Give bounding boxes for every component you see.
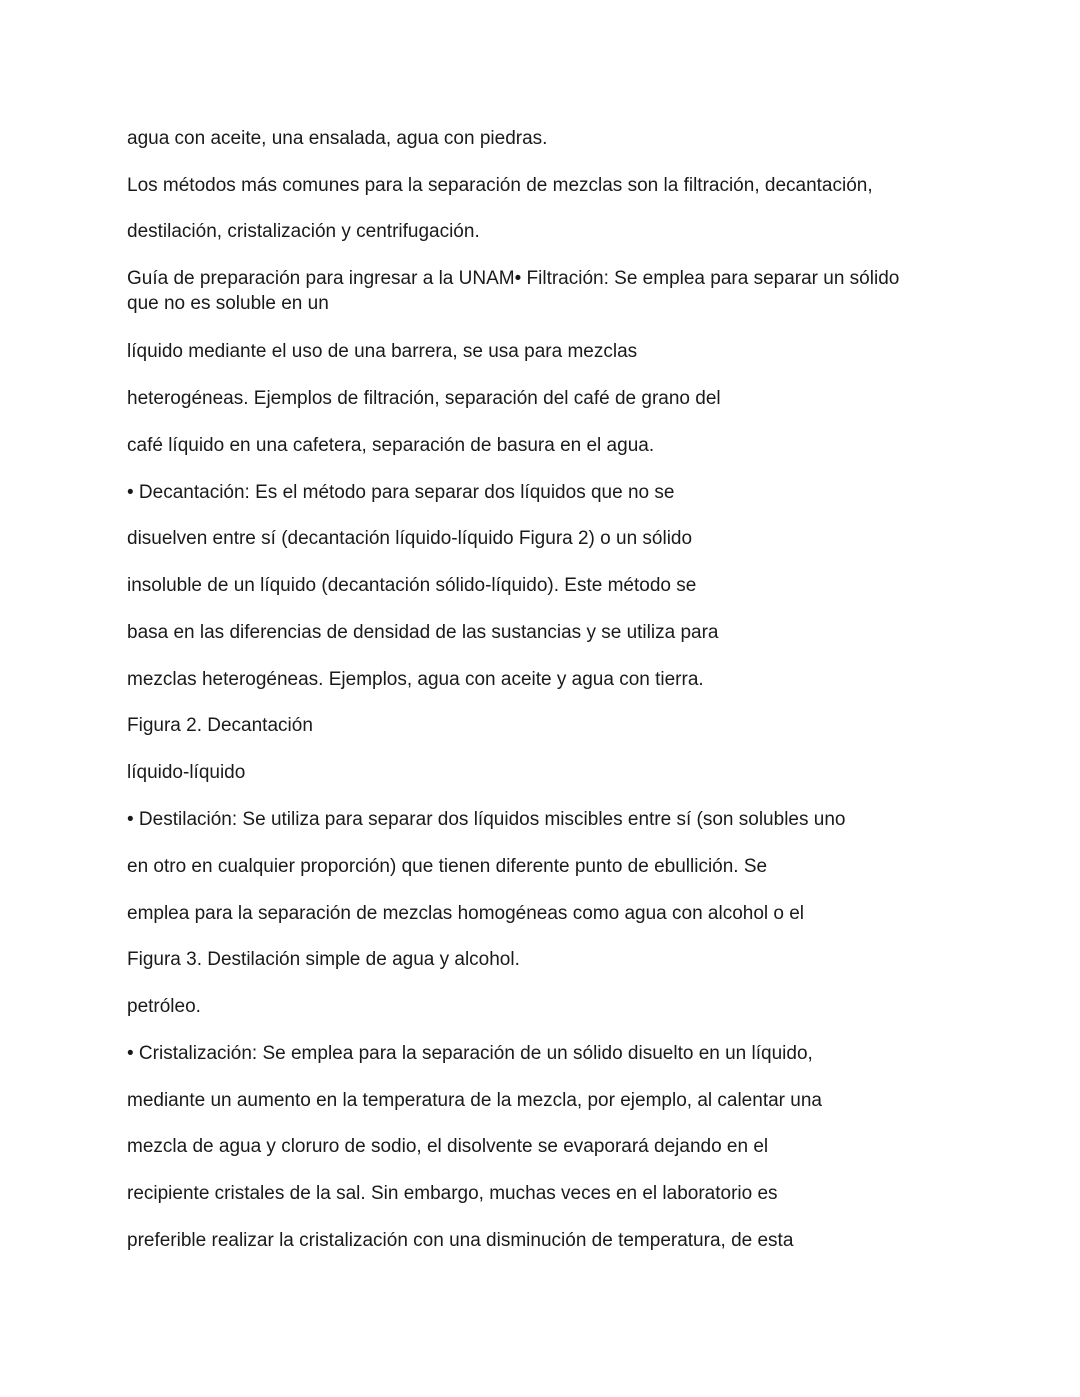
text-line: • Cristalización: Se emplea para la separación de un sólido disuelto en un líquido, <box>127 1043 813 1064</box>
text-line: café líquido en una cafetera, separación de basura en el agua. <box>127 435 655 456</box>
text-line: • Destilación: Se utiliza para separar dos líquidos miscibles entre sí (son solubles uno <box>127 809 846 830</box>
text-line: disuelven entre sí (decantación líquido-líquido Figura 2) o un sólido <box>127 528 693 549</box>
text-line: en otro en cualquier proporción) que tienen diferente punto de ebullición. Se <box>127 856 768 877</box>
figure-caption: Figura 2. Decantación <box>127 715 313 736</box>
text-line: recipiente cristales de la sal. Sin embargo, muchas veces en el laboratorio es <box>127 1183 778 1204</box>
text-line: mezclas heterogéneas. Ejemplos, agua con aceite y agua con tierra. <box>127 669 704 690</box>
text-line: • Decantación: Es el método para separar dos líquidos que no se <box>127 482 675 503</box>
text-line: destilación, cristalización y centrifugación. <box>127 221 480 242</box>
text-line: mezcla de agua y cloruro de sodio, el disolvente se evaporará dejando en el <box>127 1136 769 1157</box>
text-line: petróleo. <box>127 996 201 1017</box>
text-line: emplea para la separación de mezclas homogéneas como agua con alcohol o el <box>127 903 805 924</box>
text-line: preferible realizar la cristalización con una disminución de temperatura, de esta <box>127 1230 794 1251</box>
text-line: Guía de preparación para ingresar a la UNAM• Filtración: Se emplea para separar un sólido <box>127 268 900 289</box>
text-line: basa en las diferencias de densidad de las sustancias y se utiliza para <box>127 622 719 643</box>
text-line: agua con aceite, una ensalada, agua con piedras. <box>127 128 548 149</box>
text-line: que no es soluble en un <box>127 293 329 314</box>
figure-caption: Figura 3. Destilación simple de agua y alcohol. <box>127 949 520 970</box>
text-line: insoluble de un líquido (decantación sólido-líquido). Este método se <box>127 575 697 596</box>
text-line: líquido mediante el uso de una barrera, se usa para mezclas <box>127 341 638 362</box>
figure-caption: líquido-líquido <box>127 762 246 783</box>
text-line: mediante un aumento en la temperatura de la mezcla, por ejemplo, al calentar una <box>127 1090 822 1111</box>
text-line: Los métodos más comunes para la separación de mezclas son la filtración, decantación, <box>127 175 873 196</box>
text-line: heterogéneas. Ejemplos de filtración, separación del café de grano del <box>127 388 721 409</box>
